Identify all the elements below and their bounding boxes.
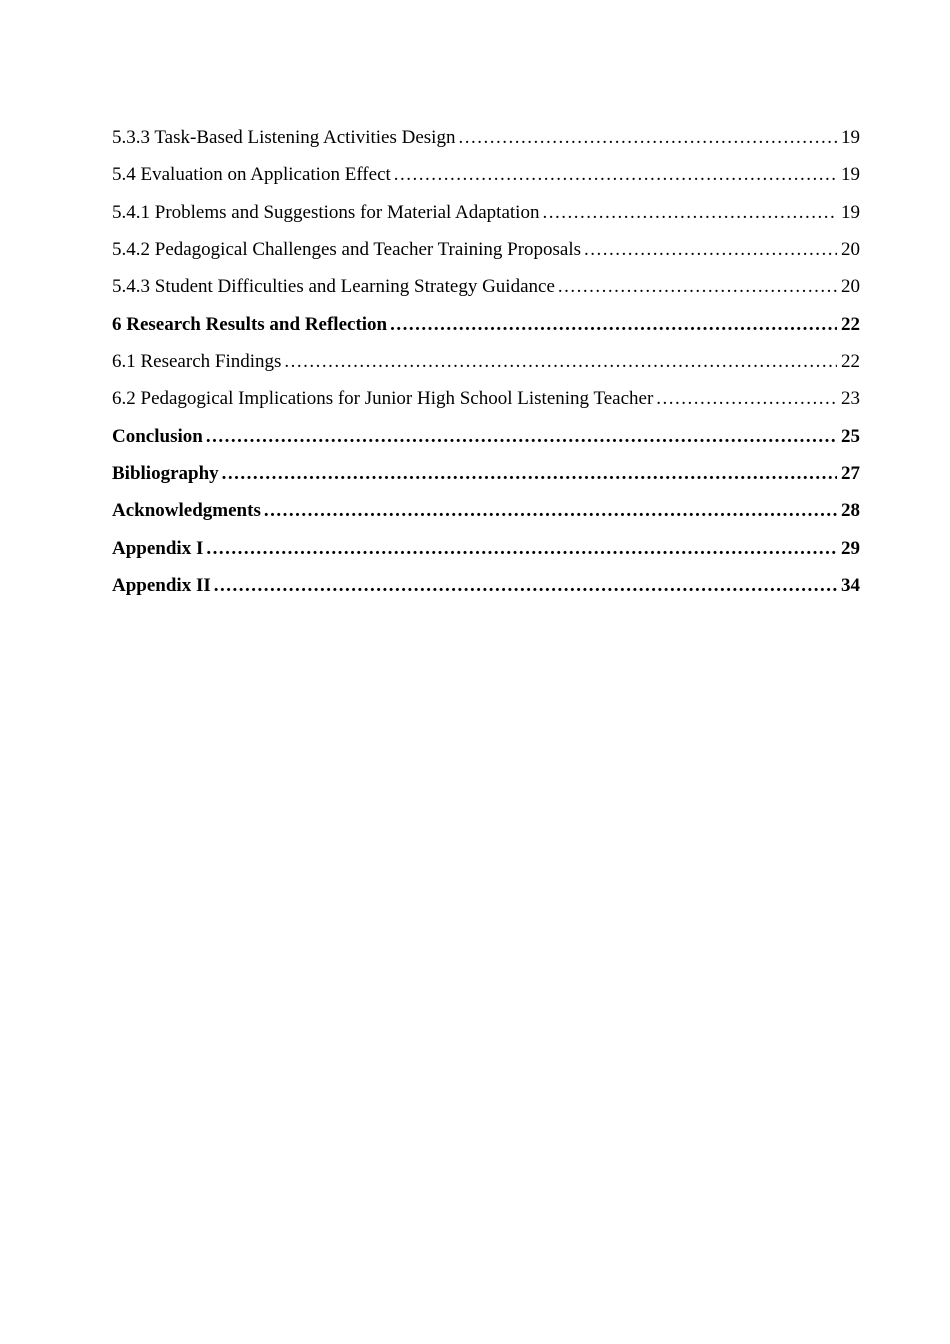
toc-entry-page-number: 20 xyxy=(841,276,860,298)
table-of-contents xyxy=(112,119,860,604)
toc-entry xyxy=(112,380,860,417)
toc-entry-page-number: 22 xyxy=(841,351,860,373)
dot-leader xyxy=(458,119,837,156)
toc-entry-page-number: 27 xyxy=(841,463,860,485)
toc-entry xyxy=(112,231,860,268)
toc-entry xyxy=(112,119,860,156)
toc-entry-title: Appendix I xyxy=(112,537,204,559)
dot-leader xyxy=(558,268,837,305)
toc-entry-title: 6 Research Results and Reflection xyxy=(112,313,388,335)
dot-leader xyxy=(542,194,837,231)
toc-entry xyxy=(112,306,860,343)
toc-entry-page-number: 29 xyxy=(841,537,860,559)
toc-entry-title: 5.3.3 Task-Based Listening Activities Design xyxy=(112,127,456,148)
toc-entry xyxy=(112,567,860,604)
dot-leader xyxy=(214,567,837,604)
dot-leader xyxy=(584,231,837,268)
dot-leader xyxy=(390,306,837,343)
toc-entry-title: 5.4.3 Student Difficulties and Learning Strategy Guidance xyxy=(112,276,555,298)
toc-entry-title: Bibliography xyxy=(112,463,219,485)
toc-entry xyxy=(112,194,860,231)
dot-leader xyxy=(284,343,837,380)
toc-entry xyxy=(112,418,860,455)
toc-entry xyxy=(112,530,860,567)
toc-entry xyxy=(112,268,860,305)
toc-entry-title: 5.4.2 Pedagogical Challenges and Teacher Training Proposals xyxy=(112,239,582,261)
toc-entry-title: 6.1 Research Findings xyxy=(112,351,282,373)
toc-entry-title: Appendix II xyxy=(112,575,211,597)
toc-entry-title: 6.2 Pedagogical Implications for Junior High School Listening Teacher xyxy=(112,388,654,410)
toc-entry xyxy=(112,156,860,193)
toc-entry-title: Acknowledgments xyxy=(112,500,261,522)
toc-entry-page-number: 19 xyxy=(841,164,860,186)
dot-leader xyxy=(206,530,837,567)
dot-leader xyxy=(222,455,837,492)
toc-entry-page-number: 25 xyxy=(841,425,860,447)
toc-entry-page-number: 19 xyxy=(841,201,860,223)
toc-entry-page-number: 28 xyxy=(841,500,860,522)
dot-leader xyxy=(264,492,837,529)
toc-entry-title: 5.4 Evaluation on Application Effect xyxy=(112,164,391,186)
toc-entry xyxy=(112,343,860,380)
dot-leader xyxy=(394,156,837,193)
toc-entry-page-number: 34 xyxy=(841,575,860,597)
toc-entry-page-number: 20 xyxy=(841,239,860,261)
toc-entry xyxy=(112,455,860,492)
dot-leader xyxy=(206,418,837,455)
dot-leader xyxy=(656,380,837,417)
toc-entry xyxy=(112,492,860,529)
toc-entry-page-number: 23 xyxy=(841,388,860,410)
toc-entry-page-number: 19 xyxy=(841,127,860,148)
toc-entry-title: 5.4.1 Problems and Suggestions for Material Adaptation xyxy=(112,201,540,223)
toc-entry-page-number: 22 xyxy=(841,313,860,335)
toc-entry-title: Conclusion xyxy=(112,425,203,447)
